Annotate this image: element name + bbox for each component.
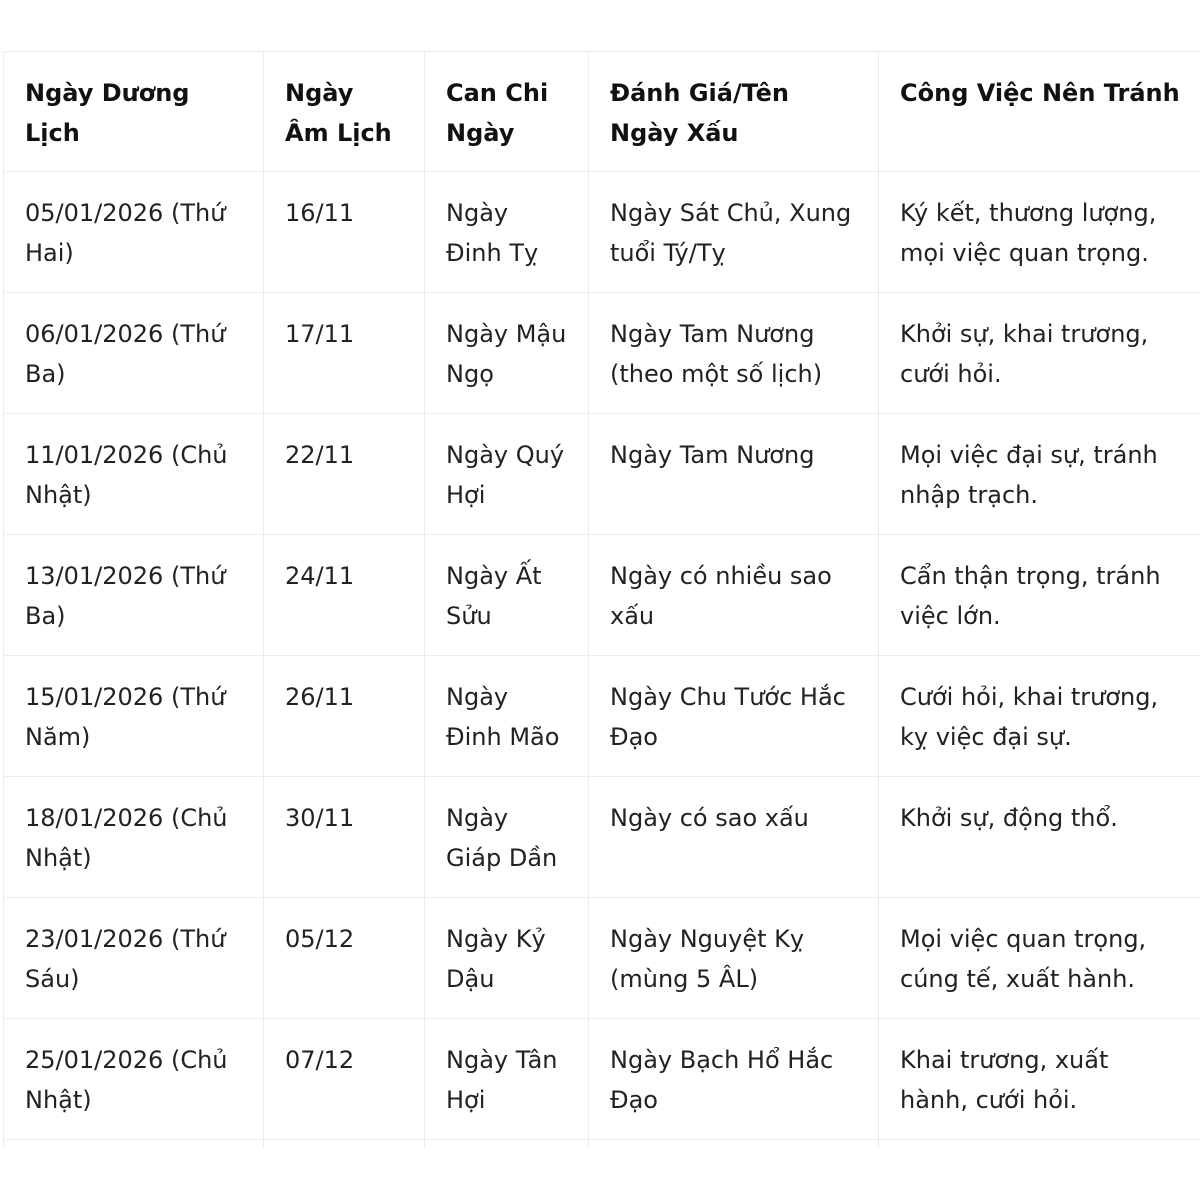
cell-avoid-tasks: Khởi sự, khai trương, cưới hỏi. [879,293,1200,414]
cell-empty [4,1140,264,1149]
cell-avoid-tasks: Ký kết, thương lượng, mọi việc quan trọng. [879,172,1200,293]
cell-solar-date: 05/01/2026 (Thứ Hai) [4,172,264,293]
cell-evaluation: Ngày có sao xấu [589,777,879,898]
cell-avoid-tasks: Khởi sự, động thổ. [879,777,1200,898]
cell-avoid-tasks: Mọi việc đại sự, tránh nhập trạch. [879,414,1200,535]
table-row [4,172,1200,293]
cell-can-chi: Ngày Giáp Dần [425,777,589,898]
cell-solar-date: 18/01/2026 (Chủ Nhật) [4,777,264,898]
table-row [4,1019,1200,1140]
bad-days-table [3,51,1200,1148]
cell-empty [879,1140,1200,1149]
cell-evaluation: Ngày Tam Nương [589,414,879,535]
cell-empty [425,1140,589,1149]
cell-can-chi: Ngày Đinh Mão [425,656,589,777]
cell-lunar-date: 26/11 [264,656,425,777]
cell-lunar-date: 24/11 [264,535,425,656]
cell-lunar-date: 05/12 [264,898,425,1019]
cell-empty [589,1140,879,1149]
cell-can-chi: Ngày Mậu Ngọ [425,293,589,414]
cell-lunar-date: 30/11 [264,777,425,898]
table-viewport[interactable] [3,51,1200,1148]
cell-avoid-tasks: Khai trương, xuất hành, cưới hỏi. [879,1019,1200,1140]
table-row [4,898,1200,1019]
cell-can-chi: Ngày Kỷ Dậu [425,898,589,1019]
cell-solar-date: 25/01/2026 (Chủ Nhật) [4,1019,264,1140]
cell-empty [264,1140,425,1149]
cell-lunar-date: 16/11 [264,172,425,293]
cell-solar-date: 23/01/2026 (Thứ Sáu) [4,898,264,1019]
header-solar-date: Ngày Dương Lịch [4,52,264,172]
cell-avoid-tasks: Cưới hỏi, khai trương, kỵ việc đại sự. [879,656,1200,777]
header-can-chi: Can Chi Ngày [425,52,589,172]
cell-solar-date: 13/01/2026 (Thứ Ba) [4,535,264,656]
table-row [4,656,1200,777]
cell-can-chi: Ngày Tân Hợi [425,1019,589,1140]
cell-evaluation: Ngày Sát Chủ, Xung tuổi Tý/Tỵ [589,172,879,293]
table-row [4,535,1200,656]
table-row [4,414,1200,535]
cell-evaluation: Ngày Nguyệt Kỵ (mùng 5 ÂL) [589,898,879,1019]
table-row [4,777,1200,898]
cell-solar-date: 11/01/2026 (Chủ Nhật) [4,414,264,535]
cell-evaluation: Ngày Chu Tước Hắc Đạo [589,656,879,777]
cell-avoid-tasks: Cẩn thận trọng, tránh việc lớn. [879,535,1200,656]
header-avoid-tasks: Công Việc Nên Tránh [879,52,1200,172]
cell-can-chi: Ngày Quý Hợi [425,414,589,535]
header-evaluation: Đánh Giá/Tên Ngày Xấu [589,52,879,172]
cell-solar-date: 06/01/2026 (Thứ Ba) [4,293,264,414]
cell-solar-date: 15/01/2026 (Thứ Năm) [4,656,264,777]
cell-evaluation: Ngày có nhiều sao xấu [589,535,879,656]
header-lunar-date: Ngày Âm Lịch [264,52,425,172]
table-row [4,293,1200,414]
table-row-cut [4,1140,1200,1149]
cell-can-chi: Ngày Ất Sửu [425,535,589,656]
cell-lunar-date: 17/11 [264,293,425,414]
cell-evaluation: Ngày Tam Nương (theo một số lịch) [589,293,879,414]
cell-lunar-date: 22/11 [264,414,425,535]
cell-evaluation: Ngày Bạch Hổ Hắc Đạo [589,1019,879,1140]
cell-avoid-tasks: Mọi việc quan trọng, cúng tế, xuất hành. [879,898,1200,1019]
cell-can-chi: Ngày Đinh Tỵ [425,172,589,293]
cell-lunar-date: 07/12 [264,1019,425,1140]
table-header-row [4,52,1200,172]
